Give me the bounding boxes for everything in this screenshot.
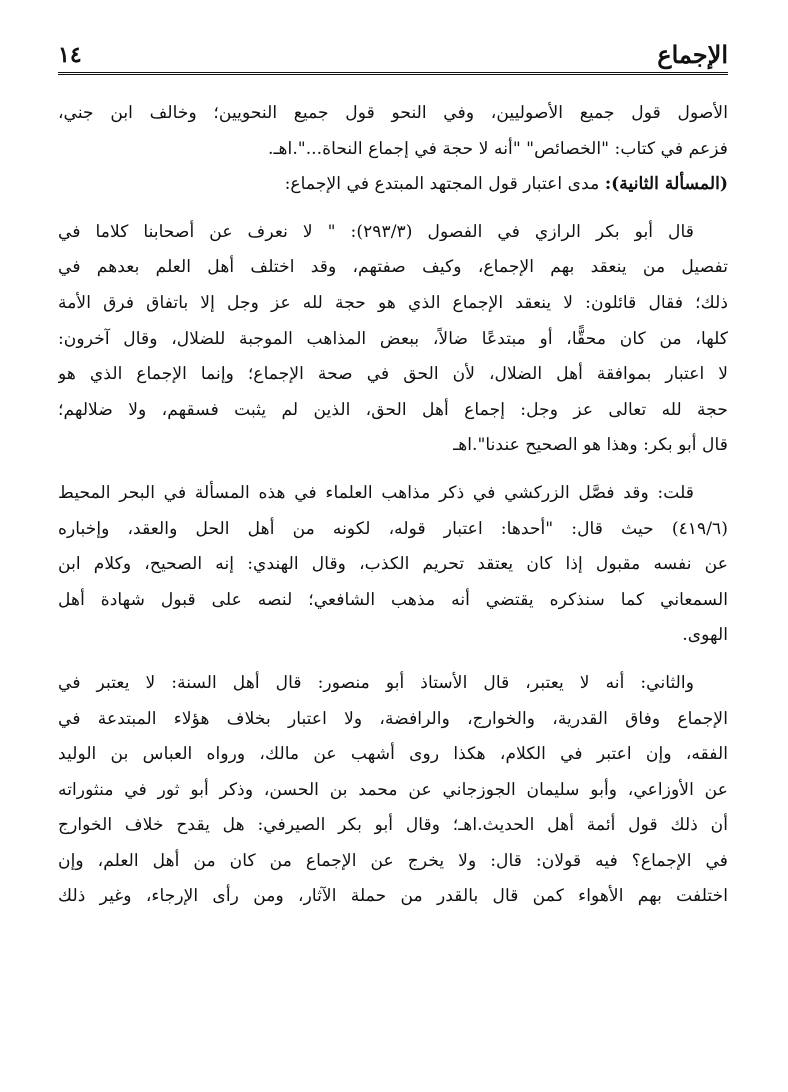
page-header [58,36,728,74]
text-line: في الإجماع؟ فيه قولان: قال: ولا يخرج عن الإجماع من كان من أهل العلم، وإن [58,850,728,871]
page-body [58,96,728,915]
text-line: الإجماع وفاق القدرية، والخوارج، والرافضة، ولا اعتبار بخلاف هؤلاء المبتدعة في [58,708,728,729]
text-line: حجة لله تعالى عز وجل: إجماع أهل الحق، الذين لم يثبت فسقهم، ولا ضلالهم؛ [58,399,728,420]
text-line: تفصيل من ينعقد بهم الإجماع، وكيف صفتهم، وقد اختلف أهل العلم بعدهم في [58,257,728,278]
text-line: قلت: وقد فصَّل الزركشي في ذكر مذاهب العلماء في هذه المسألة في البحر المحيط [58,482,694,503]
text-line: عن نفسه مقبول إذا كان يعتقد تحريم الكذب، وقال الهندي: إنه الصحيح، وكلام ابن [58,554,728,575]
text-line: قال أبو بكر: وهذا هو الصحيح عندنا".اهـ [453,435,728,456]
text-line: كلها، من كان محقًّا، أو مبتدعًا ضالاً، ببعض المذاهب الموجبة للضلال، وقال آخرون: [58,328,728,349]
page-number: ١٤ [58,42,82,68]
text-line: (٤١٩/٦) حيث قال: "أحدها: اعتبار قوله، لكونه من أهل الحل والعقد، وإخباره [58,518,728,539]
section-label: (المسألة الثانية): [604,174,728,195]
text-line: عن الأوزاعي، وأبو سليمان الجوزجاني عن محمد بن الحسن، وذكر أبو ثور في منثوراته [58,779,728,800]
running-title: الإجماع [657,40,728,69]
text-line: اختلفت بهم الأهواء كمن قال بالقدر من حملة الآثار، ومن رأى الإرجاء، وغير ذلك [58,886,728,907]
text-line: الفقه، وإن اعتبر في الكلام، هكذا روى أشهب عن مالك، ورواه العباس بن الوليد [58,744,728,765]
text-line: ذلك؛ فقال قائلون: لا ينعقد الإجماع الذي هو حجة لله عز وجل إلا باتفاق فرق الأمة [58,292,728,313]
text-line: والثاني: أنه لا يعتبر، قال الأستاذ أبو منصور: قال أهل السنة: لا يعتبر في [58,672,694,693]
text-line: فزعم في كتاب: "الخصائص" "أنه لا حجة في إجماع النحاة...".اهـ. [267,138,728,159]
text-line: الهوى. [682,625,728,646]
text-line: أن ذلك قول أئمة أهل الحديث.اهـ؛ وقال أبو بكر الصيرفي: هل يقدح خلاف الخوارج [58,815,728,836]
text-line: السمعاني كما سنذكره يقتضي أنه مذهب الشافعي؛ لنصه على قبول شهادة أهل [58,589,728,610]
header-rule [58,72,728,75]
text-line: لا اعتبار بموافقة أهل الضلال، لأن الحق في صحة الإجماع؛ وإنما الإجماع الذي هو [58,364,728,385]
text-line: قال أبو بكر الرازي في الفصول (٢٩٣/٣): " لا نعرف عن أصحابنا كلاما في [58,221,694,242]
text-line: الأصول قول جميع الأصوليين، وفي النحو قول جميع النحويين؛ وخالف ابن جني، [58,103,728,123]
section-heading-line: (المسألة الثانية): مدى اعتبار قول المجتهد المبتدع في الإجماع: [284,174,728,195]
